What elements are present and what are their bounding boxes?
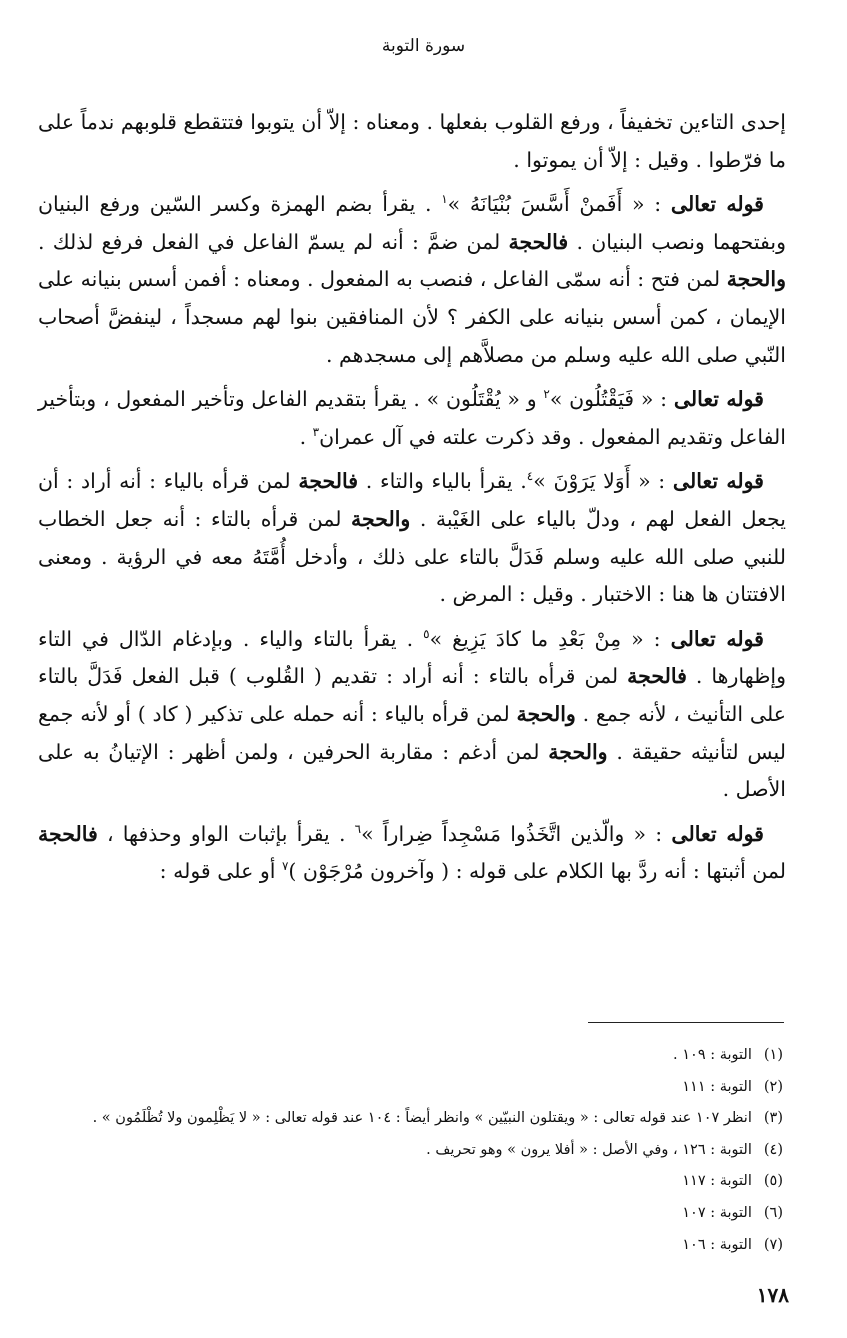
footnote-text: انظر ١٠٧ عند قوله تعالى : « ويقتلون النبيّين » وانظر أيضاً : ١٠٤ عند قوله تعالى : « لا يَظْلِمون ولا تُظْلَمُون » .: [92, 1110, 752, 1127]
footnote-ref-6: ٦: [354, 821, 362, 836]
keyword-hujja: فالحجة: [38, 821, 98, 846]
paragraph-1: [38, 104, 786, 179]
paragraph-6: [38, 816, 786, 891]
keyword-qawluhu: قوله تعالى: [672, 469, 764, 494]
footnote-number: (٧): [763, 1236, 783, 1253]
footnotes: [40, 1040, 783, 1261]
main-text: [38, 104, 786, 898]
paragraph-2: [38, 186, 786, 374]
footnote-ref-2: ٢: [543, 387, 550, 402]
verse-quote: : « مِنْ بَعْدِ ما كادَ يَزِيغ »: [429, 626, 671, 651]
verse-quote: : « أَوَلا يَرَوْنَ »: [533, 469, 673, 494]
footnote-ref-7: ٧: [281, 859, 289, 874]
paragraph-4: [38, 463, 786, 613]
footnote-item: [40, 1040, 783, 1072]
paragraph-5-text: . يقرأ بالتاء والياء . وبإدغام الدّال في التاء وإظهارها .: [38, 626, 786, 689]
footnote-ref-3: ٣: [312, 424, 320, 439]
paragraph-2-text-b: لمن ضمَّ : أنه لم يسمّ الفاعل في الفعل فرفع لذلك .: [38, 229, 509, 254]
keyword-hujja: والحجة: [726, 267, 786, 292]
keyword-qawluhu: قوله تعالى: [671, 821, 764, 846]
paragraph-2-text-c: لمن فتح : أنه سمّى الفاعل ، فنصب به المفعول . ومعناه : أفمن أسس بنيانه على الإيمان ، كمن أسس بنيانه على الكفر ؟ لأن المنافقين بنوا لهم مسجداً ، لينفضَّ أصحاب النّبي صلى الله عليه وسلم من مصلاَّهم إلى مسجدهم .: [38, 267, 786, 367]
footnote-number: (٦): [763, 1204, 783, 1221]
keyword-qawluhu: قوله تعالى: [670, 192, 764, 217]
footnote-text: التوبة : ١٠٦: [682, 1236, 752, 1253]
footnote-text: التوبة : ١١١: [682, 1078, 752, 1095]
keyword-hujja: والحجة: [548, 739, 608, 764]
footnote-separator: [588, 1022, 784, 1023]
footnote-number: (٥): [763, 1173, 783, 1190]
paragraph-3: [38, 381, 786, 456]
footnote-item: [40, 1135, 783, 1167]
verse-quote: : « أَفَمنْ أَسَّسَ بُنْيَانَهُ »: [447, 192, 671, 217]
footnote-number: (٤): [763, 1141, 783, 1158]
keyword-hujja: والحجة: [516, 701, 576, 726]
keyword-hujja: فالحجة: [298, 469, 359, 494]
footnote-ref-1: ١: [441, 192, 448, 207]
keyword-hujja: والحجة: [351, 506, 411, 531]
footnote-text: التوبة : ١١٧: [682, 1173, 752, 1190]
footnote-item: [40, 1166, 783, 1198]
verse-quote: : « فَيَقْتُلُون »: [549, 387, 674, 412]
footnote-ref-4: ٤: [526, 469, 534, 484]
footnote-item: [40, 1198, 783, 1230]
paragraph-4-text-c: لمن قرأه بالتاء : أنه جعل الخطاب للنبي صلى الله عليه وسلم فَدَلَّ بالتاء على ذلك ، وأدخل أُمَّتَهُ معه في الرؤية . ومعنى الافتتان ها هنا : الاختبار . وقيل : المرض .: [38, 506, 786, 607]
footnote-ref-5: ٥: [423, 626, 430, 641]
paragraph-3-text: و « يُقْتَلُون » . يقرأ بتقديم الفاعل وتأخير المفعول ، وبتأخير الفاعل وتقديم المفعول . وقد ذكرت علته في آل عمران: [38, 387, 786, 449]
footnote-text: التوبة : ١٠٧: [682, 1204, 752, 1221]
footnote-number: (١): [763, 1047, 783, 1063]
footnote-text: التوبة : ١٠٩ .: [673, 1047, 752, 1063]
footnote-number: (٢): [763, 1078, 783, 1095]
paragraph-4-text-b: لمن قرأه بالياء : أنه أراد : أن يجعل الفعل لهم ، ودلّ بالياء على الغَيْبة .: [38, 469, 786, 531]
paragraph-6-text-c: أو على قوله :: [159, 859, 282, 884]
keyword-hujja: فالحجة: [627, 664, 687, 689]
paragraph-3-end: .: [299, 424, 313, 449]
paragraph-2-text: . يقرأ بضم الهمزة وكسر السّين ورفع البنيان وبفتحهما ونصب البنيان .: [38, 192, 786, 254]
footnote-item: [40, 1072, 783, 1104]
paragraph-5-text-c: لمن قرأه بالياء : أنه حمله على تذكير ( كاد ) أو لأنه جمع ليس لتأنيثه حقيقة .: [38, 701, 786, 764]
footnote-number: (٣): [763, 1110, 783, 1127]
running-header: سورة التوبة: [381, 36, 466, 56]
paragraph-1-text: إحدى التاءين تخفيفاً ، ورفع القلوب بفعلها . ومعناه : إلاّ أن يتوبوا فتتقطع قلوبهم ندماً على ما فرّطوا . وقيل : إلاّ أن يموتوا .: [38, 110, 786, 172]
paragraph-5: [38, 621, 786, 809]
paragraph-4-text: . يقرأ بالياء والتاء .: [358, 469, 527, 494]
paragraph-6-text-b: لمن أثبتها : أنه ردَّ بها الكلام على قوله : ( وآخرون مُرْجَوْن ): [288, 859, 786, 884]
footnote-item: [40, 1103, 783, 1135]
verse-quote: : « والّذين اتَّخَذُوا مَسْجِداً ضِراراً »: [361, 821, 672, 846]
footnote-text: التوبة : ١٢٦ ، وفي الأصل : « أفلا يرون » وهو تحريف .: [426, 1141, 752, 1158]
paragraph-6-text: . يقرأ بإثبات الواو وحذفها ،: [97, 821, 355, 846]
keyword-hujja: فالحجة: [508, 229, 569, 254]
paragraph-5-text-b: لمن قرأه بالتاء : أنه أراد : تقديم ( القُلوب ) قبل الفعل فَدَلَّ بالتاء على التأنيث ، لأنه جمع .: [38, 664, 786, 726]
page-number: ١٧٨: [756, 1283, 789, 1307]
keyword-qawluhu: قوله تعالى: [673, 387, 764, 412]
footnote-item: [40, 1230, 783, 1262]
keyword-qawluhu: قوله تعالى: [670, 626, 764, 651]
paragraph-5-text-d: لمن أدغم : مقاربة الحرفين ، ولمن أظهر : الإتيانُ به على الأصل .: [38, 739, 786, 802]
